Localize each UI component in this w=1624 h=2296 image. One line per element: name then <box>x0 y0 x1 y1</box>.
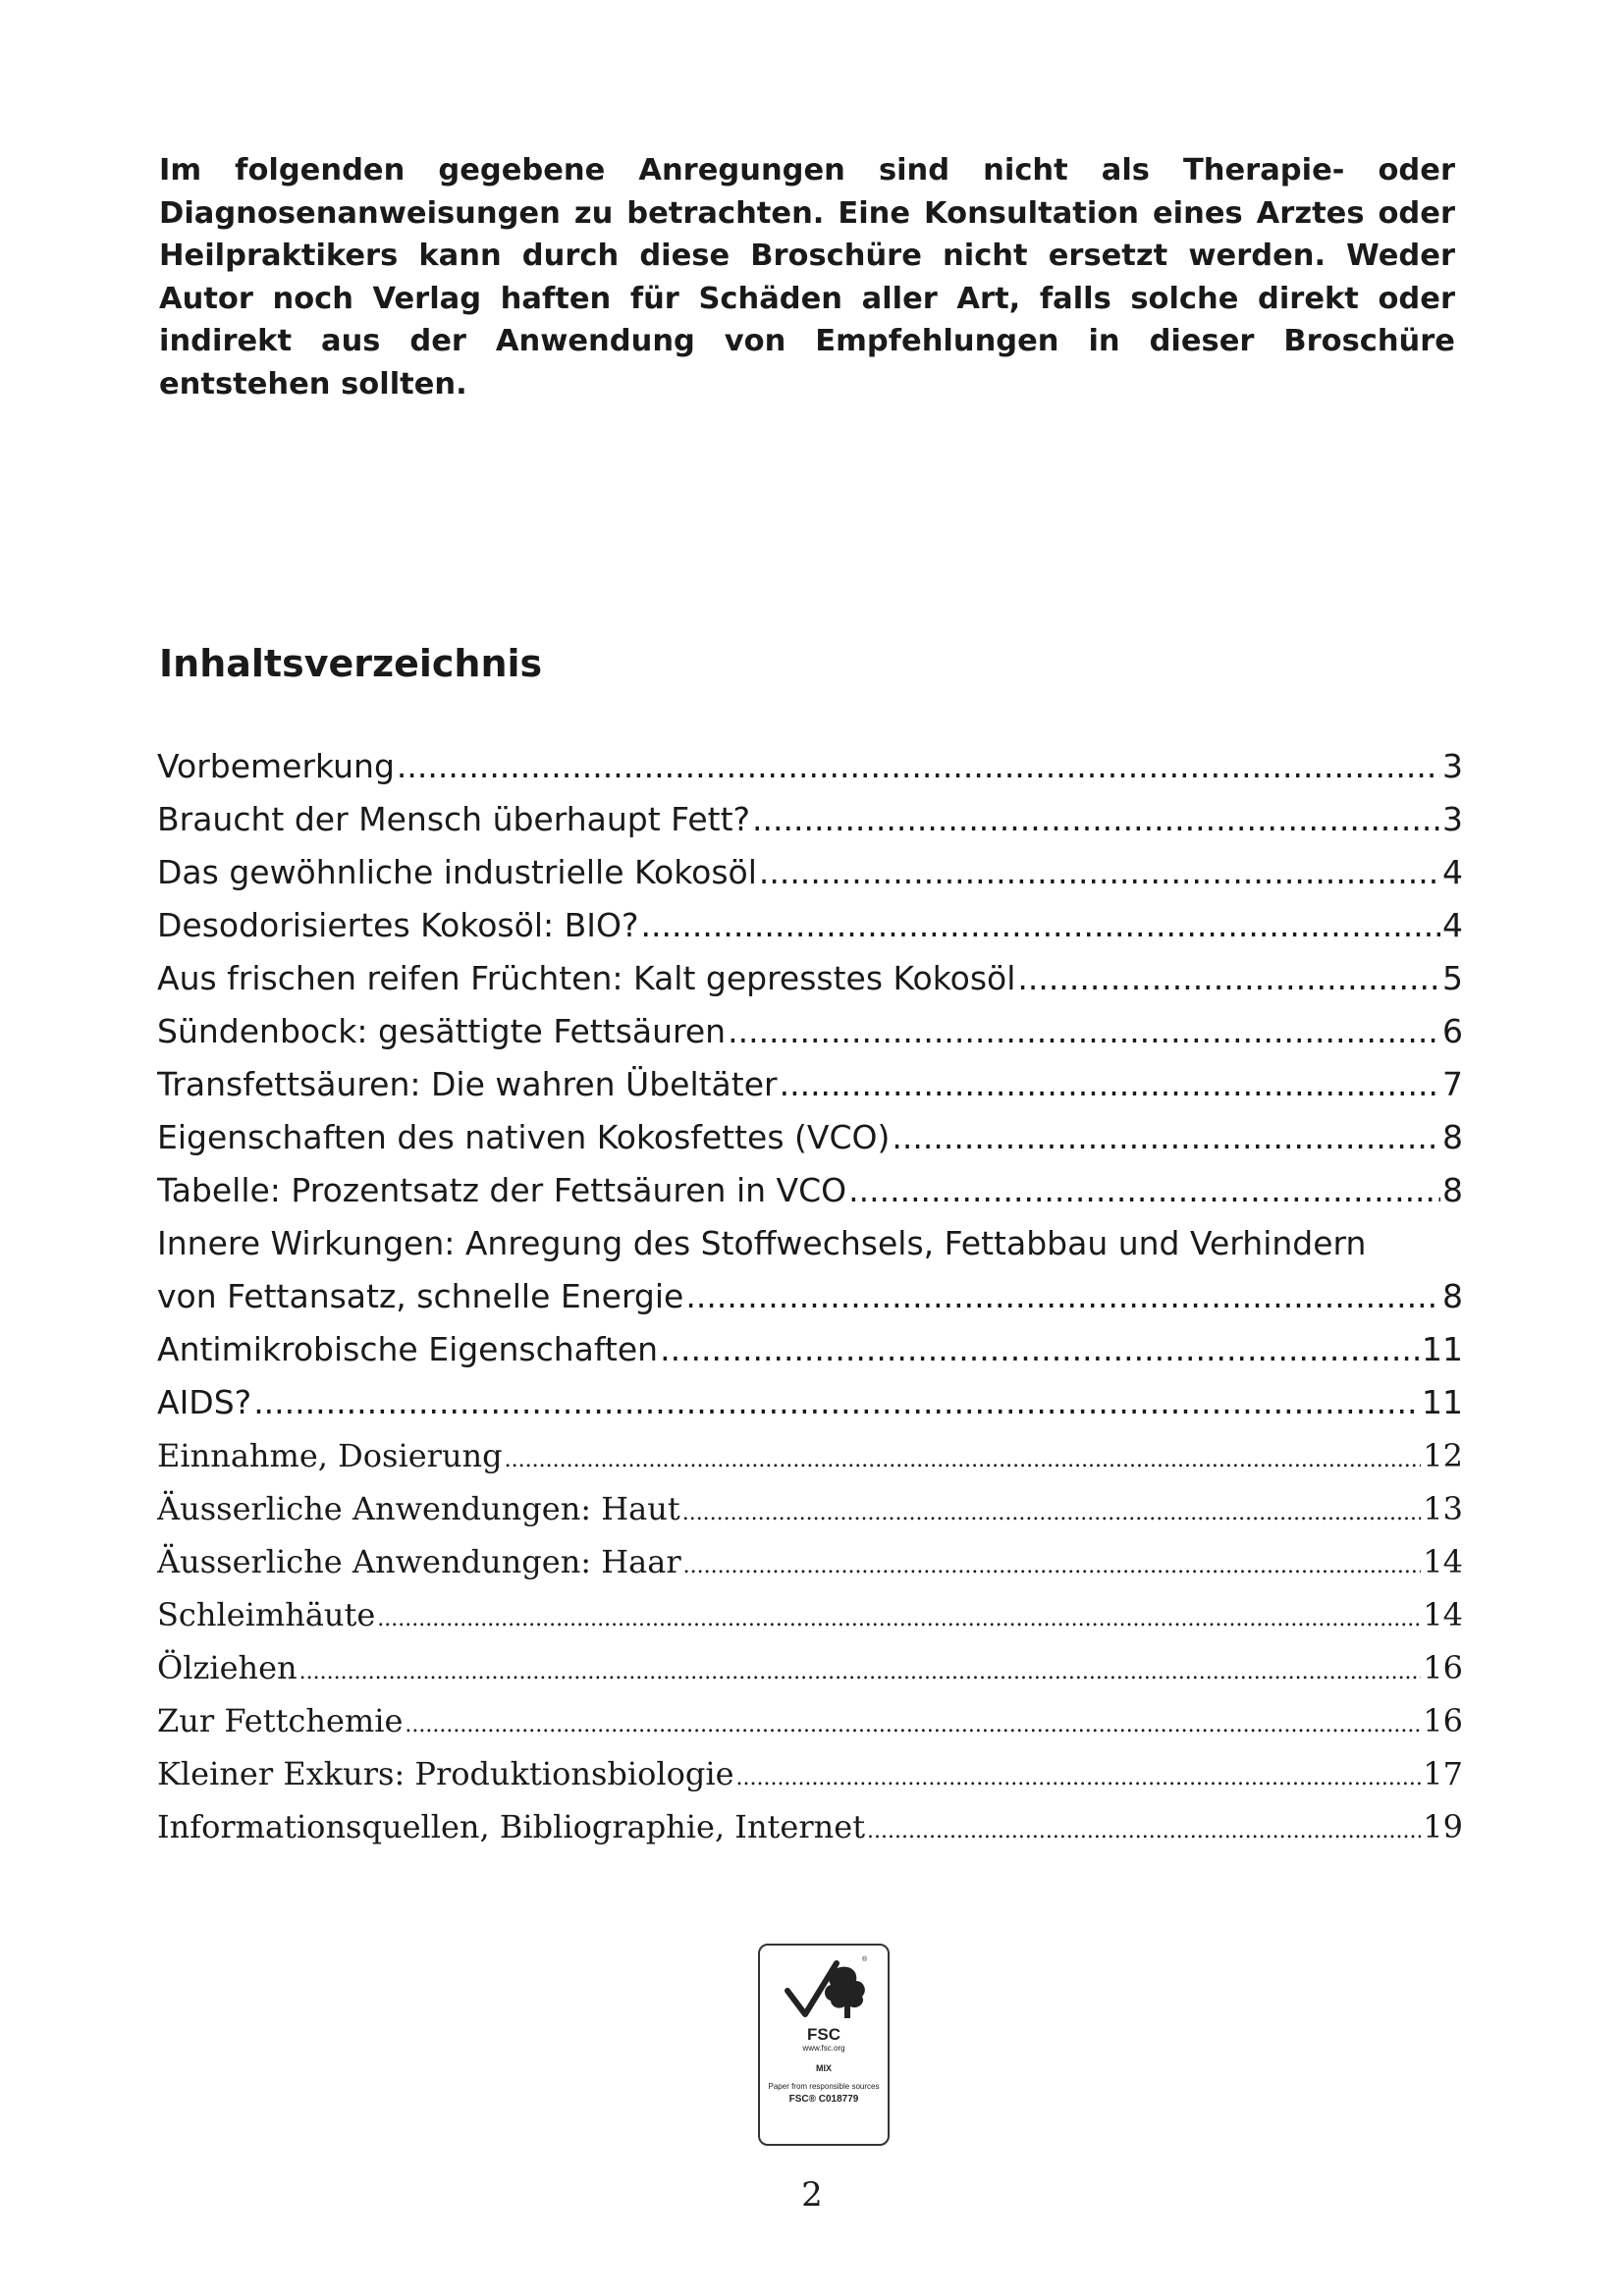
toc-entry-title: Äusserliche Anwendungen: Haut <box>157 1490 680 1527</box>
toc-entry-title-line1: Innere Wirkungen: Anregung des Stoffwechsels, Fettabbau und Verhindern <box>157 1224 1367 1262</box>
toc-entry <box>157 1270 1463 1323</box>
toc-entry-title: Transfettsäuren: Die wahren Übeltäter <box>157 1065 778 1103</box>
toc-dot-leader <box>1017 952 1440 1005</box>
toc-entry-page: 19 <box>1423 1808 1463 1845</box>
toc-entry-page: 11 <box>1422 1383 1463 1421</box>
fsc-certification-logo <box>758 1944 890 2146</box>
toc-dot-leader <box>299 1646 1422 1694</box>
fsc-tree-checkmark-icon <box>780 1953 868 2024</box>
toc-entry <box>157 1164 1463 1217</box>
toc-entry <box>157 899 1463 952</box>
toc-entry-page: 3 <box>1442 800 1463 838</box>
toc-entry <box>157 1588 1463 1641</box>
toc-entry <box>157 1535 1463 1588</box>
toc-entry-title: Sündenbock: gesättigte Fettsäuren <box>157 1012 727 1050</box>
toc-entry-title: Ölziehen <box>157 1649 298 1686</box>
table-of-contents <box>157 740 1463 1853</box>
toc-dot-leader <box>685 1270 1440 1323</box>
toc-entry-title: Informationsquellen, Bibliographie, Internet <box>157 1808 866 1845</box>
toc-entry-page: 6 <box>1442 1012 1463 1050</box>
toc-entry <box>157 1482 1463 1535</box>
toc-entry-page: 13 <box>1423 1490 1463 1527</box>
toc-dot-leader <box>683 1540 1422 1588</box>
toc-dot-leader <box>728 1005 1440 1058</box>
toc-entry <box>157 1641 1463 1694</box>
toc-entry <box>157 793 1463 846</box>
toc-dot-leader <box>660 1323 1420 1376</box>
toc-dot-leader <box>759 846 1440 899</box>
page-number: 2 <box>801 2175 823 2215</box>
toc-entry <box>157 1800 1463 1853</box>
toc-entry <box>157 740 1463 793</box>
fsc-paper-text: Paper from responsible sources <box>768 2082 880 2091</box>
toc-dot-leader <box>397 740 1440 793</box>
toc-entry <box>157 1747 1463 1800</box>
toc-dot-leader <box>867 1805 1421 1853</box>
toc-entry-title: von Fettansatz, schnelle Energie <box>157 1277 684 1315</box>
toc-entry <box>157 1058 1463 1111</box>
toc-dot-leader <box>682 1487 1422 1535</box>
toc-entry-title: Schleimhäute <box>157 1596 376 1633</box>
toc-entry-title: Braucht der Mensch überhaupt Fett? <box>157 800 751 838</box>
toc-entry-title: Zur Fettchemie <box>157 1702 404 1739</box>
toc-entry <box>157 1005 1463 1058</box>
toc-entry-page: 17 <box>1423 1755 1463 1792</box>
toc-entry-continued-line <box>157 1217 1463 1270</box>
toc-entry-title: Tabelle: Prozentsatz der Fettsäuren in VCO <box>157 1171 847 1209</box>
toc-dot-leader <box>848 1164 1440 1217</box>
toc-entry <box>157 1111 1463 1164</box>
toc-dot-leader <box>377 1593 1421 1641</box>
toc-entry-title: Aus frischen reifen Früchten: Kalt gepresstes Kokosöl <box>157 959 1016 997</box>
toc-entry-page: 4 <box>1442 853 1463 891</box>
toc-entry-page: 11 <box>1422 1330 1463 1368</box>
toc-entry-title: Äusserliche Anwendungen: Haar <box>157 1543 681 1580</box>
toc-dot-leader <box>780 1058 1440 1111</box>
toc-entry <box>157 1323 1463 1376</box>
toc-dot-leader <box>736 1752 1422 1800</box>
toc-entry-title: Antimikrobische Eigenschaften <box>157 1330 659 1368</box>
toc-entry <box>157 1376 1463 1429</box>
toc-entry-page: 8 <box>1442 1277 1463 1315</box>
toc-entry-page: 8 <box>1442 1171 1463 1209</box>
toc-entry-page: 7 <box>1442 1065 1463 1103</box>
svg-text:®: ® <box>862 1956 868 1963</box>
toc-heading: Inhaltsverzeichnis <box>159 642 543 685</box>
toc-entry-title: Vorbemerkung <box>157 747 395 785</box>
toc-entry <box>157 1429 1463 1482</box>
fsc-mix-label: MIX <box>815 2063 832 2073</box>
toc-dot-leader <box>405 1699 1421 1747</box>
toc-entry-title: Eigenschaften des nativen Kokosfettes (VCO) <box>157 1118 891 1156</box>
toc-entry-page: 14 <box>1423 1596 1463 1633</box>
fsc-url: www.fsc.org <box>802 2044 845 2053</box>
toc-dot-leader <box>640 899 1440 952</box>
toc-entry-page: 16 <box>1423 1649 1463 1686</box>
toc-dot-leader <box>752 793 1440 846</box>
toc-entry-page: 16 <box>1423 1702 1463 1739</box>
toc-entry-title: Kleiner Exkurs: Produktionsbiologie <box>157 1755 734 1792</box>
toc-entry <box>157 846 1463 899</box>
toc-entry-title: Einnahme, Dosierung <box>157 1437 503 1474</box>
fsc-code: FSC® C018779 <box>788 2094 859 2105</box>
toc-entry-page: 4 <box>1442 906 1463 944</box>
toc-entry-title: Das gewöhnliche industrielle Kokosöl <box>157 853 757 891</box>
fsc-name: FSC <box>807 2025 840 2044</box>
toc-entry-page: 8 <box>1442 1118 1463 1156</box>
toc-entry-title: AIDS? <box>157 1383 252 1421</box>
toc-entry-page: 3 <box>1442 747 1463 785</box>
disclaimer-text: Im folgenden gegebene Anregungen sind nicht als Therapie- oder Diagnosenanweisungen zu betrachten. Eine Konsultation eines Arztes oder Heilpraktikers kann durch diese Broschüre nicht ersetzt werden. Weder Autor noch Verlag haften für Schäden aller Art, falls solche direkt oder indirekt aus der Anwendung von Empfehlungen in dieser Broschüre entstehen sollten. <box>159 153 1455 401</box>
toc-entry-page: 5 <box>1442 959 1463 997</box>
toc-entry <box>157 952 1463 1005</box>
toc-dot-leader <box>505 1434 1422 1482</box>
toc-entry-page: 12 <box>1423 1437 1463 1474</box>
toc-entry-title: Desodorisiertes Kokosöl: BIO? <box>157 906 639 944</box>
toc-entry <box>157 1694 1463 1747</box>
toc-dot-leader <box>892 1111 1440 1164</box>
toc-dot-leader <box>253 1376 1420 1429</box>
toc-entry-page: 14 <box>1423 1543 1463 1580</box>
